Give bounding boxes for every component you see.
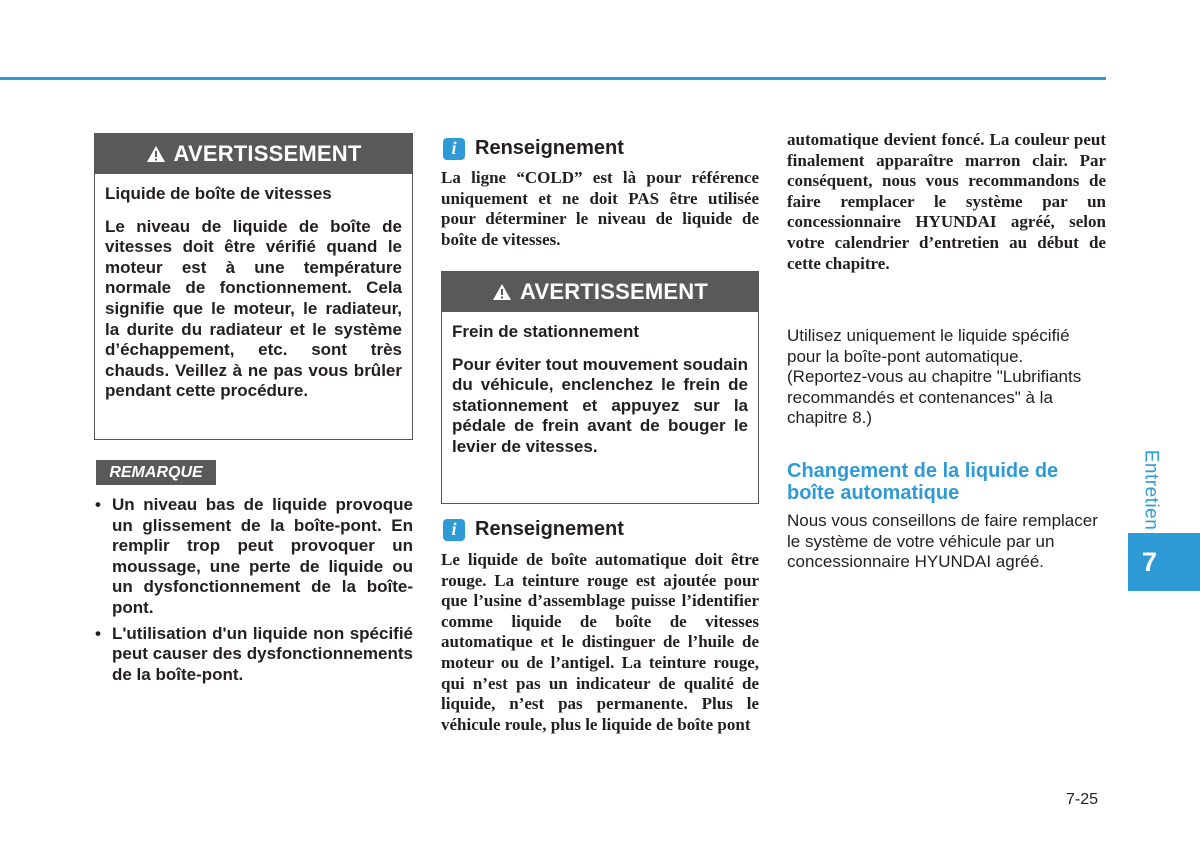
remarque-label: REMARQUE: [96, 460, 216, 485]
warning-subtitle: Frein de stationnement: [452, 322, 640, 341]
warning-box-parking-brake: [441, 271, 759, 504]
warning-triangle-icon: [492, 283, 512, 301]
warning-triangle-icon: [146, 145, 166, 163]
chapter-label: Entretien: [1140, 449, 1162, 531]
warning-title: AVERTISSEMENT: [173, 141, 362, 166]
info-text-1: La ligne “COLD” est là pour référence uniquement et ne doit PAS être utilisée pour déterminer le niveau de liquide de boîte de vitesses.: [441, 168, 759, 249]
continued-text: automatique devient foncé. La couleur peut finalement apparaître marron clair. Par conséquent, nous vous recommandons de faire remplacer le système par un concessionnaire HYUNDAI agréé, selon votre calendrier d’entretien au début de cette chapitre.: [787, 130, 1106, 273]
top-rule: [0, 77, 1106, 80]
warning-header: [95, 134, 412, 174]
warning-header: [442, 272, 758, 312]
section-text: Nous vous conseillons de faire remplacer le système de votre véhicule par un concessionnaire HYUNDAI agréé.: [787, 511, 1098, 572]
info-text-2: Le liquide de boîte automatique doit être rouge. La teinture rouge est ajoutée pour que l’usine d’assemblage puisse l’identifier comme liquide de boîte de vitesses automatique et le distinguer de l’huile de moteur ou de l’antigel. La teinture rouge, qui n’est pas un indicateur de qualité de liquide, n’est pas permanente. Plus le véhicule roule, plus le liquide de boîte pont: [441, 550, 759, 734]
chapter-number: 7: [1128, 533, 1200, 591]
warning-text: Pour éviter tout mouvement soudain du véhicule, enclenchez le frein de stationnement et appuyez sur la pédale de frein avant de bouger le levier de vitesses.: [452, 354, 748, 456]
info-heading-2: [443, 518, 624, 541]
list-item: • L'utilisation d'un liquide non spécifié peut causer des dysfonctionnements de la boîte-pont.: [95, 623, 413, 684]
list-item: • Un niveau bas de liquide provoque un glissement de la boîte-pont. En remplir trop peut provoquer un moussage, une perte de liquide ou un dysfonctionnement de la boîte-pont.: [95, 495, 413, 617]
info-title: Renseignement: [475, 137, 624, 159]
info-heading-1: [443, 137, 624, 160]
paragraph: Utilisez uniquement le liquide spécifié pour la boîte-pont automatique. (Reportez-vous au chapitre "Lubrifiants recommandés et contenances" à la chapitre 8.): [787, 326, 1082, 428]
info-title: Renseignement: [475, 518, 624, 540]
info-icon: i: [443, 519, 465, 541]
warning-text: Le niveau de liquide de boîte de vitesses doit être vérifié quand le moteur est à une température normale de fonctionnement. Cela signifie que le moteur, le radiateur, la durite du radiateur et le système d’échappement, etc. sont très chauds. Veillez à ne pas vous brûler pendant cette procédure.: [105, 216, 402, 401]
remarque-list: [95, 495, 413, 690]
warning-subtitle: Liquide de boîte de vitesses: [105, 184, 332, 203]
warning-box-transmission-fluid: [94, 133, 413, 440]
section-heading: Changement de la liquide de boîte automatique: [787, 460, 1059, 504]
page-number: 7-25: [1066, 791, 1099, 808]
warning-title: AVERTISSEMENT: [520, 279, 708, 304]
info-icon: i: [443, 138, 465, 160]
